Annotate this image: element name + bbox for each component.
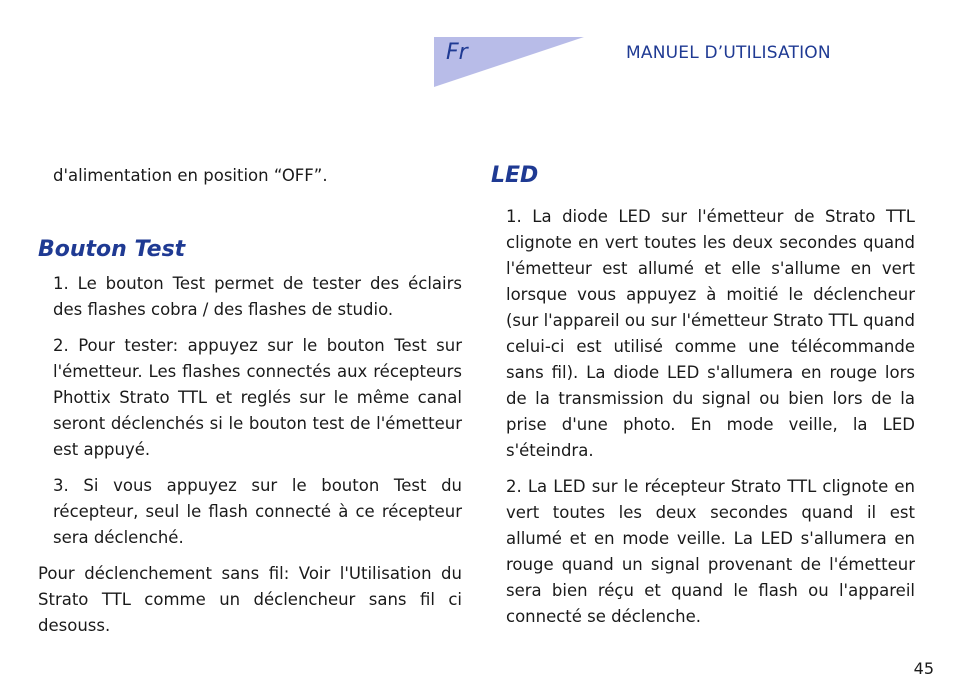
paragraph: 1. Le bouton Test permet de tester des éclairs des flashes cobra / des flashes de studio. <box>53 274 462 319</box>
intro-text: d'alimentation en position “OFF”. <box>53 166 328 185</box>
manual-title: MANUEL D’UTILISATION <box>626 43 831 63</box>
left-column <box>38 163 462 649</box>
page-number: 45 <box>913 659 934 678</box>
language-label: Fr <box>446 40 468 65</box>
section-heading-bouton-test: Bouton Test <box>38 237 186 262</box>
wireless-note: Pour déclenchement sans fil: Voir l'Utilisation du Strato TTL comme un déclencheur sans fil ci desouss. <box>38 564 462 635</box>
paragraph: 2. La LED sur le récepteur Strato TTL clignote en vert toutes les deux secondes quand il est allumé et en mode veille. La LED s'allumera en rouge quand un signal provenant de l'émetteur sera bien réçu et quand le flash ou l'appareil connecté se déclenche. <box>506 477 915 626</box>
right-column <box>491 163 915 640</box>
paragraph: 1. La diode LED sur l'émetteur de Strato TTL clignote en vert toutes les deux secondes quand l'émetteur est allumé et elle s'allume en vert lorsque vous appuyez à moitié le déclencheur (sur l'appareil ou sur l'émetteur Strato TTL quand celui-ci est utilisé comme une télécommande sans fil). La diode LED s'allumera en rouge lors de la transmission du signal ou bien lors de la prise d'une photo. En mode veille, la LED s'éteindra. <box>506 207 915 460</box>
section-heading-led: LED <box>491 163 539 188</box>
paragraph: 2. Pour tester: appuyez sur le bouton Test sur l'émetteur. Les flashes connectés aux récepteurs Phottix Strato TTL et reglés sur le même canal seront déclenchés si le bouton test de l'émetteur est appuyé. <box>53 336 462 459</box>
paragraph: 3. Si vous appuyez sur le bouton Test du récepteur, seul le flash connecté à ce récepteur sera déclenché. <box>53 476 462 547</box>
